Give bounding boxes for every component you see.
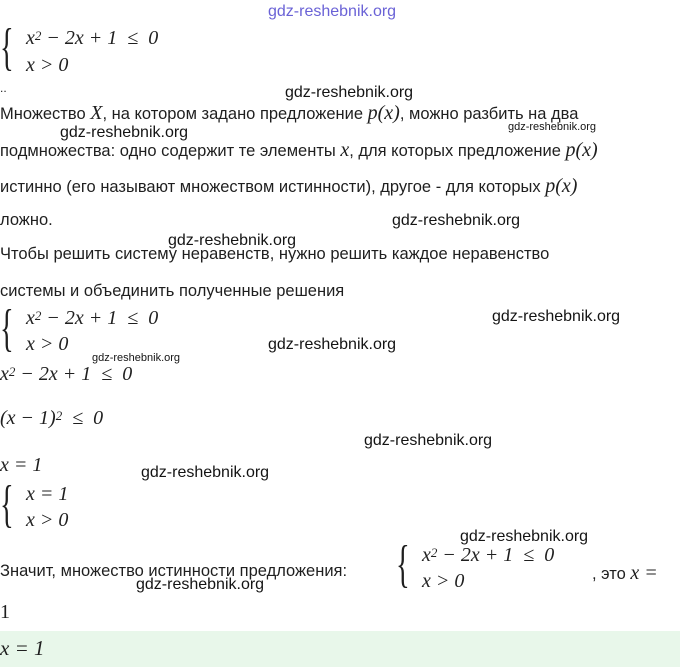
conclusion-tail: , это x = (592, 562, 658, 584)
system-3-row-1: x = 1 (26, 483, 69, 505)
watermark: gdz-reshebnik.org (285, 84, 414, 101)
dots: .. (0, 81, 7, 95)
system-2-row-2: x > 0 (26, 333, 69, 355)
para2-line2: системы и объединить полученные решения (0, 282, 345, 300)
watermark-top: gdz-reshebnik.org (268, 3, 397, 20)
system-4-row-1: $x^2 - 2x + 1 \le 0$ (422, 544, 555, 566)
para1-line3: истинно (его называют множеством истинности), другое - для которых p(x) (0, 175, 578, 197)
conclusion-value: 1 (0, 601, 10, 623)
system-4 (396, 537, 586, 597)
para1-line4: ложно. (0, 211, 53, 229)
watermark: gdz-reshebnik.org (268, 336, 397, 353)
step-1: $x^2 - 2x + 1 \le 0$ (0, 363, 133, 385)
system-2-row-1: $x^2 - 2x + 1 \le 0$ (26, 307, 159, 329)
step-3: x = 1 (0, 454, 43, 476)
system-1-row-1: $x^2 - 2x + 1 \le 0$ (26, 27, 159, 49)
watermark: gdz-reshebnik.org (60, 124, 189, 141)
system-1 (0, 19, 200, 82)
para1-line1: Множество X, на котором задано предложение p(x), можно разбить на два (0, 102, 579, 124)
step-2: $(x - 1)^2 \le 0$ (0, 407, 104, 429)
brace-icon: { (0, 476, 14, 533)
watermark: gdz-reshebnik.org (92, 352, 181, 364)
system-1-row-2: x > 0 (26, 54, 69, 76)
watermark: gdz-reshebnik.org (392, 212, 521, 229)
answer-text: x = 1 (0, 636, 45, 660)
para1-line2: подмножества: одно содержит те элементы x, для которых предложение p(x) (0, 139, 598, 161)
brace-icon: { (0, 19, 14, 76)
system-4-row-2: x > 0 (422, 570, 465, 592)
para2-line1: Чтобы решить систему неравенств, нужно решить каждое неравенство (0, 245, 550, 263)
watermark: gdz-reshebnik.org (364, 432, 493, 449)
watermark: gdz-reshebnik.org (460, 528, 589, 545)
answer-box (0, 631, 680, 667)
system-3 (0, 476, 200, 537)
system-3-row-2: x > 0 (26, 509, 69, 531)
watermark: gdz-reshebnik.org (508, 121, 597, 133)
conclusion-text: Значит, множество истинности предложения: (0, 562, 348, 580)
watermark: gdz-reshebnik.org (141, 464, 270, 481)
watermark: gdz-reshebnik.org (168, 232, 297, 249)
watermark: gdz-reshebnik.org (136, 576, 265, 593)
brace-icon: { (0, 300, 14, 357)
watermark: gdz-reshebnik.org (492, 308, 621, 325)
brace-icon: { (396, 536, 410, 593)
